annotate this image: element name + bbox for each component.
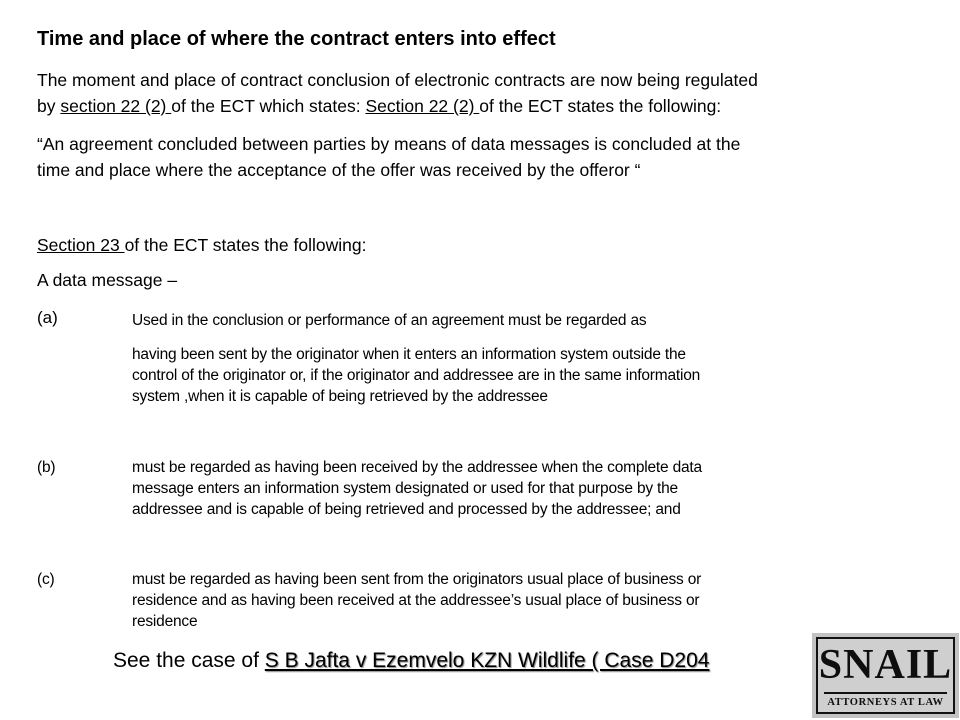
- section-22-link[interactable]: Section 22 (2): [365, 96, 480, 116]
- data-message-lead: A data message –: [37, 270, 178, 290]
- item-line: message enters an information system designated or used for that purpose by the: [132, 480, 678, 497]
- intro-text: of the ECT states the following:: [479, 96, 722, 116]
- item-line: residence: [132, 613, 198, 630]
- item-line: control of the originator or, if the originator and addressee are in the same information: [132, 367, 701, 384]
- intro-line-1: The moment and place of contract conclusion of electronic contracts are now being regulated: [37, 70, 758, 90]
- item-line: having been sent by the originator when it enters an information system outside the: [132, 346, 686, 363]
- section-23-link[interactable]: Section 23: [37, 235, 125, 255]
- case-reference-prefix: See the case of: [113, 649, 265, 672]
- logo-frame: [816, 637, 955, 714]
- item-label: (a): [37, 308, 58, 327]
- intro-text: of the ECT which states:: [171, 96, 366, 116]
- quote-line-2: time and place where the acceptance of the offer was received by the offeror “: [37, 160, 641, 180]
- item-line: must be regarded as having been received by the addressee when the complete data: [132, 459, 702, 476]
- item-line: residence and as having been received at the addressee’s usual place of business or: [132, 592, 700, 609]
- item-line: addressee and is capable of being retrieved and processed by the addressee; and: [132, 501, 681, 518]
- section-23-heading: [37, 233, 366, 257]
- item-label: (c): [37, 571, 55, 588]
- section-22-link[interactable]: section 22 (2): [60, 96, 172, 116]
- logo-tagline: ATTORNEYS AT LAW: [827, 697, 944, 708]
- logo-name: SNAIL: [818, 642, 953, 688]
- case-link[interactable]: S B Jafta v Ezemvelo KZN Wildlife ( Case D204: [264, 649, 710, 672]
- intro-line-2: [37, 94, 721, 118]
- intro-text: by: [37, 96, 61, 116]
- slide-title: Time and place of where the contract enters into effect: [37, 28, 556, 50]
- section-23-text: of the ECT states the following:: [124, 235, 367, 255]
- item-label: (b): [37, 459, 56, 476]
- case-reference: [113, 649, 709, 673]
- snail-logo: [812, 633, 959, 718]
- item-line: system ,when it is capable of being retrieved by the addressee: [132, 388, 548, 405]
- logo-divider: [824, 692, 947, 694]
- item-line: must be regarded as having been sent from the originators usual place of business or: [132, 571, 702, 588]
- item-line: Used in the conclusion or performance of an agreement must be regarded as: [132, 312, 647, 329]
- quote-line-1: “An agreement concluded between parties by means of data messages is concluded at the: [37, 134, 741, 154]
